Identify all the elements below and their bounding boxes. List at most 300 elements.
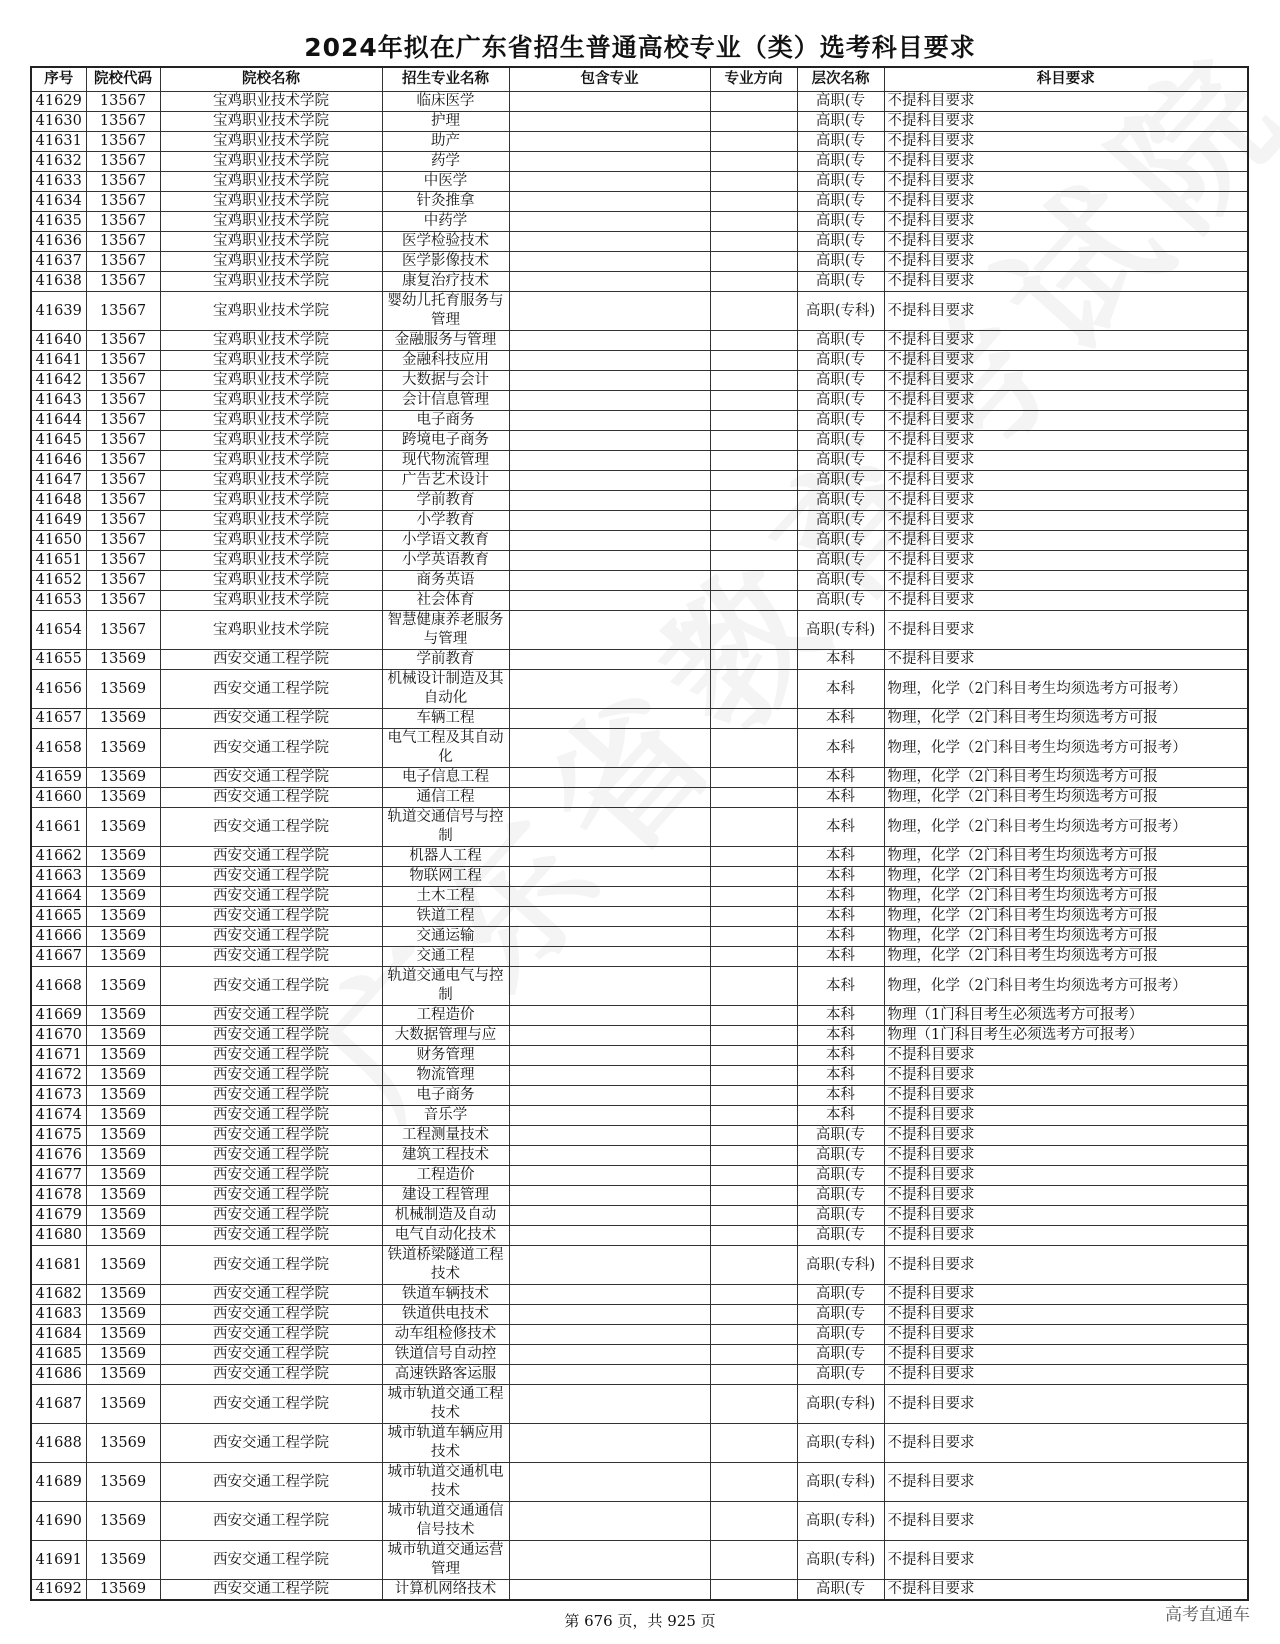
cell-major-direction (710, 650, 797, 670)
cell-major-name: 物流管理 (382, 1066, 509, 1086)
cell-seq: 41660 (31, 788, 86, 808)
cell-subject-requirement: 不提科目要求 (884, 1186, 1248, 1206)
cell-major-direction (710, 1066, 797, 1086)
cell-school-name: 西安交通工程学院 (160, 1086, 382, 1106)
cell-school-code: 13569 (86, 1424, 160, 1463)
cell-major-name: 小学英语教育 (382, 551, 509, 571)
cell-major-direction (710, 591, 797, 611)
cell-seq: 41646 (31, 451, 86, 471)
cell-subject-requirement: 不提科目要求 (884, 451, 1248, 471)
cell-included-majors (509, 1345, 710, 1365)
table-row (31, 1126, 1248, 1146)
cell-level: 高职(专 (797, 1226, 884, 1246)
cell-school-code: 13567 (86, 252, 160, 272)
cell-seq: 41678 (31, 1186, 86, 1206)
cell-major-name: 中医学 (382, 172, 509, 192)
table-row (31, 431, 1248, 451)
cell-included-majors (509, 252, 710, 272)
cell-level: 高职(专 (797, 152, 884, 172)
table-body (31, 92, 1248, 1601)
cell-school-name: 宝鸡职业技术学院 (160, 272, 382, 292)
cell-major-direction (710, 1325, 797, 1345)
cell-school-name: 西安交通工程学院 (160, 1541, 382, 1580)
cell-school-name: 西安交通工程学院 (160, 1424, 382, 1463)
cell-major-name: 通信工程 (382, 788, 509, 808)
cell-school-name: 西安交通工程学院 (160, 1106, 382, 1126)
page-title: 2024年拟在广东省招生普通高校专业（类）选考科目要求 (304, 33, 976, 62)
cell-major-name: 建设工程管理 (382, 1186, 509, 1206)
table-row (31, 551, 1248, 571)
cell-seq: 41669 (31, 1006, 86, 1026)
table-row (31, 591, 1248, 611)
cell-school-name: 西安交通工程学院 (160, 729, 382, 768)
cell-major-direction (710, 411, 797, 431)
cell-level: 高职(专科) (797, 1541, 884, 1580)
cell-school-name: 西安交通工程学院 (160, 768, 382, 788)
table-row (31, 650, 1248, 670)
cell-major-direction (710, 272, 797, 292)
cell-school-name: 西安交通工程学院 (160, 1226, 382, 1246)
cell-school-code: 13569 (86, 1006, 160, 1026)
table-row (31, 1186, 1248, 1206)
cell-included-majors (509, 1046, 710, 1066)
cell-subject-requirement: 不提科目要求 (884, 551, 1248, 571)
cell-school-code: 13567 (86, 551, 160, 571)
cell-seq: 41635 (31, 212, 86, 232)
cell-seq: 41687 (31, 1385, 86, 1424)
cell-subject-requirement: 物理，化学（2门科目考生均须选考方可报 (884, 887, 1248, 907)
brand-watermark: 高考直通车 (1165, 1605, 1250, 1625)
cell-level: 本科 (797, 1026, 884, 1046)
cell-major-name: 高速铁路客运服 (382, 1365, 509, 1385)
cell-subject-requirement: 物理，化学（2门科目考生均须选考方可报 (884, 768, 1248, 788)
cell-seq: 41679 (31, 1206, 86, 1226)
cell-included-majors (509, 1285, 710, 1305)
cell-major-name: 商务英语 (382, 571, 509, 591)
cell-included-majors (509, 1246, 710, 1285)
table-row (31, 768, 1248, 788)
cell-included-majors (509, 132, 710, 152)
cell-level: 高职(专 (797, 1345, 884, 1365)
cell-school-name: 西安交通工程学院 (160, 1146, 382, 1166)
cell-school-name: 宝鸡职业技术学院 (160, 571, 382, 591)
cell-school-code: 13567 (86, 192, 160, 212)
cell-subject-requirement: 物理，化学（2门科目考生均须选考方可报 (884, 947, 1248, 967)
cell-school-name: 西安交通工程学院 (160, 1006, 382, 1026)
cell-seq: 41658 (31, 729, 86, 768)
cell-major-direction (710, 1226, 797, 1246)
cell-included-majors (509, 1166, 710, 1186)
table-row (31, 272, 1248, 292)
cell-seq: 41642 (31, 371, 86, 391)
cell-seq: 41674 (31, 1106, 86, 1126)
cell-subject-requirement: 物理，化学（2门科目考生均须选考方可报 (884, 847, 1248, 867)
cell-school-code: 13569 (86, 1186, 160, 1206)
table-row (31, 152, 1248, 172)
cell-level: 本科 (797, 847, 884, 867)
cell-school-code: 13569 (86, 1166, 160, 1186)
cell-seq: 41648 (31, 491, 86, 511)
table-row (31, 1066, 1248, 1086)
cell-included-majors (509, 1126, 710, 1146)
cell-subject-requirement: 不提科目要求 (884, 1502, 1248, 1541)
cell-major-name: 计算机网络技术 (382, 1580, 509, 1601)
cell-major-direction (710, 1580, 797, 1601)
cell-school-name: 西安交通工程学院 (160, 927, 382, 947)
cell-subject-requirement: 不提科目要求 (884, 1463, 1248, 1502)
cell-school-name: 宝鸡职业技术学院 (160, 292, 382, 331)
cell-school-code: 13569 (86, 650, 160, 670)
cell-major-direction (710, 152, 797, 172)
cell-major-direction (710, 471, 797, 491)
cell-subject-requirement: 不提科目要求 (884, 531, 1248, 551)
cell-school-code: 13569 (86, 1146, 160, 1166)
cell-level: 高职(专 (797, 491, 884, 511)
cell-seq: 41675 (31, 1126, 86, 1146)
cell-included-majors (509, 511, 710, 531)
cell-level: 高职(专 (797, 132, 884, 152)
cell-included-majors (509, 571, 710, 591)
cell-included-majors (509, 1186, 710, 1206)
table-row (31, 729, 1248, 768)
table-row (31, 1305, 1248, 1325)
cell-subject-requirement: 不提科目要求 (884, 591, 1248, 611)
cell-subject-requirement: 不提科目要求 (884, 431, 1248, 451)
table-row (31, 92, 1248, 112)
cell-school-code: 13567 (86, 511, 160, 531)
cell-school-code: 13567 (86, 531, 160, 551)
cell-school-code: 13569 (86, 1305, 160, 1325)
cell-school-code: 13567 (86, 491, 160, 511)
cell-subject-requirement: 不提科目要求 (884, 1305, 1248, 1325)
cell-school-name: 西安交通工程学院 (160, 847, 382, 867)
cell-seq: 41665 (31, 907, 86, 927)
cell-school-name: 西安交通工程学院 (160, 670, 382, 709)
cell-school-name: 西安交通工程学院 (160, 1046, 382, 1066)
cell-school-name: 宝鸡职业技术学院 (160, 411, 382, 431)
cell-level: 高职(专科) (797, 1463, 884, 1502)
cell-school-name: 西安交通工程学院 (160, 867, 382, 887)
cell-school-name: 西安交通工程学院 (160, 1325, 382, 1345)
cell-major-direction (710, 887, 797, 907)
cell-major-name: 小学教育 (382, 511, 509, 531)
cell-included-majors (509, 729, 710, 768)
cell-subject-requirement: 不提科目要求 (884, 1126, 1248, 1146)
cell-major-name: 铁道工程 (382, 907, 509, 927)
cell-subject-requirement: 不提科目要求 (884, 391, 1248, 411)
cell-school-name: 西安交通工程学院 (160, 1026, 382, 1046)
cell-subject-requirement: 不提科目要求 (884, 1226, 1248, 1246)
cell-included-majors (509, 1463, 710, 1502)
cell-level: 高职(专科) (797, 611, 884, 650)
cell-subject-requirement: 物理，化学（2门科目考生均须选考方可报 (884, 867, 1248, 887)
cell-major-direction (710, 1502, 797, 1541)
cell-included-majors (509, 212, 710, 232)
cell-major-name: 大数据管理与应 (382, 1026, 509, 1046)
cell-major-direction (710, 511, 797, 531)
cell-included-majors (509, 1226, 710, 1246)
cell-school-code: 13569 (86, 1385, 160, 1424)
cell-level: 高职(专 (797, 451, 884, 471)
cell-level: 高职(专 (797, 252, 884, 272)
cell-school-name: 宝鸡职业技术学院 (160, 192, 382, 212)
table-row (31, 1463, 1248, 1502)
cell-subject-requirement: 物理，化学（2门科目考生均须选考方可报考） (884, 670, 1248, 709)
cell-level: 高职(专科) (797, 1246, 884, 1285)
cell-subject-requirement: 物理，化学（2门科目考生均须选考方可报考） (884, 808, 1248, 847)
cell-school-code: 13567 (86, 371, 160, 391)
table-row (31, 351, 1248, 371)
table-row (31, 1166, 1248, 1186)
cell-major-name: 轨道交通电气与控制 (382, 967, 509, 1006)
cell-seq: 41653 (31, 591, 86, 611)
cell-subject-requirement: 不提科目要求 (884, 1246, 1248, 1285)
requirements-table (30, 66, 1249, 1601)
cell-level: 本科 (797, 927, 884, 947)
cell-major-direction (710, 1385, 797, 1424)
cell-major-name: 城市轨道车辆应用技术 (382, 1424, 509, 1463)
cell-level: 高职(专科) (797, 1502, 884, 1541)
cell-subject-requirement: 不提科目要求 (884, 411, 1248, 431)
cell-subject-requirement: 不提科目要求 (884, 571, 1248, 591)
cell-included-majors (509, 1146, 710, 1166)
cell-subject-requirement: 物理，化学（2门科目考生均须选考方可报 (884, 709, 1248, 729)
table-row (31, 112, 1248, 132)
cell-school-name: 宝鸡职业技术学院 (160, 371, 382, 391)
cell-included-majors (509, 451, 710, 471)
cell-level: 高职(专科) (797, 1424, 884, 1463)
cell-school-code: 13567 (86, 232, 160, 252)
cell-school-code: 13569 (86, 808, 160, 847)
table-row (31, 907, 1248, 927)
cell-subject-requirement: 物理，化学（2门科目考生均须选考方可报考） (884, 729, 1248, 768)
cell-major-direction (710, 292, 797, 331)
cell-seq: 41629 (31, 92, 86, 112)
cell-major-direction (710, 331, 797, 351)
cell-subject-requirement: 物理，化学（2门科目考生均须选考方可报 (884, 788, 1248, 808)
cell-school-code: 13569 (86, 947, 160, 967)
cell-major-name: 电气工程及其自动化 (382, 729, 509, 768)
cell-included-majors (509, 1106, 710, 1126)
cell-subject-requirement: 不提科目要求 (884, 351, 1248, 371)
cell-major-direction (710, 1305, 797, 1325)
cell-level: 本科 (797, 768, 884, 788)
cell-school-code: 13567 (86, 411, 160, 431)
header-school-name: 院校名称 (160, 67, 382, 92)
cell-level: 高职(专 (797, 1186, 884, 1206)
cell-major-name: 城市轨道交通机电技术 (382, 1463, 509, 1502)
cell-subject-requirement: 不提科目要求 (884, 1146, 1248, 1166)
cell-seq: 41676 (31, 1146, 86, 1166)
cell-seq: 41640 (31, 331, 86, 351)
table-header (31, 67, 1248, 92)
table-row (31, 571, 1248, 591)
cell-major-direction (710, 451, 797, 471)
cell-major-name: 小学语文教育 (382, 531, 509, 551)
cell-school-code: 13567 (86, 112, 160, 132)
cell-school-name: 宝鸡职业技术学院 (160, 152, 382, 172)
cell-included-majors (509, 1385, 710, 1424)
cell-major-name: 铁道信号自动控 (382, 1345, 509, 1365)
cell-major-name: 物联网工程 (382, 867, 509, 887)
cell-seq: 41668 (31, 967, 86, 1006)
cell-seq: 41647 (31, 471, 86, 491)
cell-level: 高职(专 (797, 371, 884, 391)
cell-level: 高职(专 (797, 192, 884, 212)
cell-school-name: 宝鸡职业技术学院 (160, 491, 382, 511)
cell-level: 高职(专 (797, 551, 884, 571)
cell-school-code: 13567 (86, 152, 160, 172)
table-row (31, 232, 1248, 252)
cell-level: 高职(专 (797, 1325, 884, 1345)
cell-major-name: 康复治疗技术 (382, 272, 509, 292)
cell-school-name: 西安交通工程学院 (160, 1305, 382, 1325)
cell-school-name: 宝鸡职业技术学院 (160, 611, 382, 650)
cell-included-majors (509, 391, 710, 411)
cell-major-name: 护理 (382, 112, 509, 132)
cell-included-majors (509, 907, 710, 927)
cell-school-code: 13567 (86, 471, 160, 491)
cell-school-name: 西安交通工程学院 (160, 1345, 382, 1365)
cell-school-code: 13569 (86, 1541, 160, 1580)
cell-seq: 41651 (31, 551, 86, 571)
cell-school-code: 13567 (86, 331, 160, 351)
cell-level: 本科 (797, 967, 884, 1006)
cell-major-name: 城市轨道交通工程技术 (382, 1385, 509, 1424)
cell-major-direction (710, 611, 797, 650)
table-row (31, 1285, 1248, 1305)
cell-school-name: 宝鸡职业技术学院 (160, 551, 382, 571)
cell-seq: 41677 (31, 1166, 86, 1186)
cell-major-direction (710, 1541, 797, 1580)
cell-major-direction (710, 907, 797, 927)
cell-school-name: 西安交通工程学院 (160, 1285, 382, 1305)
table-row (31, 1325, 1248, 1345)
cell-seq: 41691 (31, 1541, 86, 1580)
cell-major-name: 电子信息工程 (382, 768, 509, 788)
cell-subject-requirement: 不提科目要求 (884, 1345, 1248, 1365)
cell-school-code: 13567 (86, 172, 160, 192)
cell-major-direction (710, 768, 797, 788)
cell-school-code: 13569 (86, 1026, 160, 1046)
table-row (31, 531, 1248, 551)
cell-school-name: 西安交通工程学院 (160, 1580, 382, 1601)
cell-subject-requirement: 不提科目要求 (884, 1385, 1248, 1424)
table-row (31, 331, 1248, 351)
cell-school-code: 13567 (86, 351, 160, 371)
cell-major-name: 针灸推拿 (382, 192, 509, 212)
cell-seq: 41654 (31, 611, 86, 650)
cell-major-name: 机械设计制造及其自动化 (382, 670, 509, 709)
table-row (31, 471, 1248, 491)
table-row (31, 1006, 1248, 1026)
cell-subject-requirement: 不提科目要求 (884, 1086, 1248, 1106)
cell-level: 本科 (797, 907, 884, 927)
cell-seq: 41641 (31, 351, 86, 371)
cell-subject-requirement: 不提科目要求 (884, 1206, 1248, 1226)
cell-level: 高职(专 (797, 411, 884, 431)
cell-seq: 41636 (31, 232, 86, 252)
table-row (31, 867, 1248, 887)
cell-level: 高职(专 (797, 511, 884, 531)
header-subject-requirement: 科目要求 (884, 67, 1248, 92)
cell-included-majors (509, 431, 710, 451)
cell-school-code: 13569 (86, 1365, 160, 1385)
cell-seq: 41650 (31, 531, 86, 551)
header-school-code: 院校代码 (86, 67, 160, 92)
cell-seq: 41631 (31, 132, 86, 152)
cell-subject-requirement: 不提科目要求 (884, 172, 1248, 192)
cell-major-direction (710, 1246, 797, 1285)
cell-level: 高职(专 (797, 471, 884, 491)
cell-subject-requirement: 不提科目要求 (884, 511, 1248, 531)
cell-level: 本科 (797, 1086, 884, 1106)
cell-major-name: 动车组检修技术 (382, 1325, 509, 1345)
cell-included-majors (509, 152, 710, 172)
cell-level: 高职(专 (797, 1166, 884, 1186)
cell-major-name: 会计信息管理 (382, 391, 509, 411)
cell-school-code: 13569 (86, 1246, 160, 1285)
header-major-direction: 专业方向 (710, 67, 797, 92)
cell-major-name: 临床医学 (382, 92, 509, 112)
cell-school-code: 13569 (86, 729, 160, 768)
table-row (31, 967, 1248, 1006)
table-row (31, 1026, 1248, 1046)
cell-level: 高职(专 (797, 591, 884, 611)
cell-school-code: 13569 (86, 1126, 160, 1146)
cell-seq: 41682 (31, 1285, 86, 1305)
cell-school-code: 13569 (86, 788, 160, 808)
cell-seq: 41689 (31, 1463, 86, 1502)
cell-major-direction (710, 351, 797, 371)
cell-seq: 41633 (31, 172, 86, 192)
cell-major-name: 电子商务 (382, 1086, 509, 1106)
cell-included-majors (509, 371, 710, 391)
cell-major-name: 学前教育 (382, 491, 509, 511)
cell-school-name: 西安交通工程学院 (160, 1166, 382, 1186)
cell-subject-requirement: 不提科目要求 (884, 1046, 1248, 1066)
cell-school-code: 13569 (86, 927, 160, 947)
cell-subject-requirement: 不提科目要求 (884, 1285, 1248, 1305)
cell-major-direction (710, 1106, 797, 1126)
cell-seq: 41690 (31, 1502, 86, 1541)
cell-major-direction (710, 729, 797, 768)
cell-seq: 41655 (31, 650, 86, 670)
cell-school-name: 西安交通工程学院 (160, 947, 382, 967)
cell-subject-requirement: 不提科目要求 (884, 132, 1248, 152)
cell-major-direction (710, 571, 797, 591)
cell-included-majors (509, 411, 710, 431)
cell-included-majors (509, 551, 710, 571)
cell-school-name: 宝鸡职业技术学院 (160, 172, 382, 192)
cell-major-direction (710, 1146, 797, 1166)
cell-included-majors (509, 491, 710, 511)
cell-school-code: 13569 (86, 1580, 160, 1601)
cell-subject-requirement: 不提科目要求 (884, 152, 1248, 172)
cell-level: 高职(专 (797, 1580, 884, 1601)
cell-school-code: 13567 (86, 212, 160, 232)
cell-seq: 41649 (31, 511, 86, 531)
cell-seq: 41681 (31, 1246, 86, 1285)
table-row (31, 371, 1248, 391)
cell-subject-requirement: 不提科目要求 (884, 611, 1248, 650)
cell-school-name: 宝鸡职业技术学院 (160, 112, 382, 132)
cell-level: 高职(专 (797, 1305, 884, 1325)
cell-subject-requirement: 不提科目要求 (884, 212, 1248, 232)
cell-major-name: 车辆工程 (382, 709, 509, 729)
cell-major-name: 财务管理 (382, 1046, 509, 1066)
table-row (31, 1502, 1248, 1541)
